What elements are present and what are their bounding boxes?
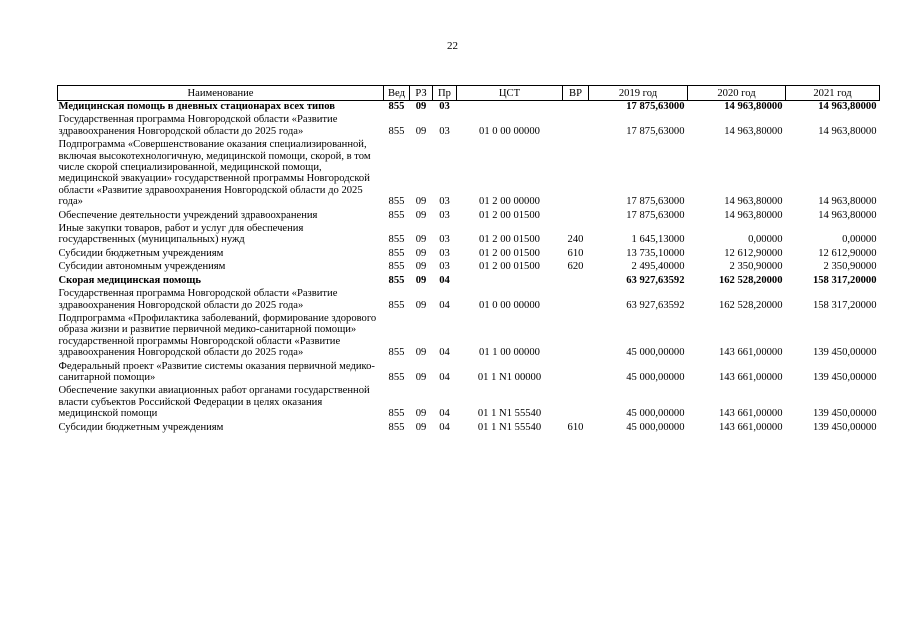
cell-2020: 2 350,90000 [729, 261, 783, 273]
cell-2021: 14 963,80000 [818, 125, 877, 137]
cell-ved: 855 [388, 421, 405, 433]
cell-pr: 04 [439, 408, 450, 420]
cell-vr [563, 311, 589, 359]
cell-ved: 855 [388, 234, 405, 246]
table-row [58, 246, 880, 259]
cell-2020: 162 528,20000 [718, 274, 783, 286]
col-header-2021: 2021 год [786, 86, 880, 101]
cell-name: Государственная программа Новгородской области «Развитие здравоохранения Новгородской области до 2025 года» [58, 288, 338, 311]
cell-name: Субсидии автономным учреждениям [58, 261, 226, 273]
cell-2020: 12 612,90000 [724, 247, 783, 259]
cell-rz: 09 [415, 101, 427, 112]
cell-2020: 143 661,00000 [718, 371, 783, 383]
cell-2021: 14 963,80000 [818, 209, 877, 221]
cell-pr: 04 [439, 347, 450, 359]
cell-rz: 09 [415, 274, 427, 286]
section-row [58, 101, 880, 113]
cell-2020: 14 963,80000 [724, 125, 783, 137]
cell-2019: 63 927,63592 [626, 274, 685, 286]
cell-cst [457, 273, 563, 286]
cell-rz: 09 [415, 209, 427, 221]
cell-2021: 139 450,00000 [812, 421, 877, 433]
cell-2019: 17 875,63000 [626, 125, 685, 137]
cell-ved: 855 [388, 274, 405, 286]
cell-pr: 04 [439, 299, 450, 311]
cell-ved: 855 [388, 196, 405, 208]
cell-vr [563, 359, 589, 384]
cell-name: Подпрограмма «Профилактика заболеваний, формирование здорового образа жизни и развитие первичной медико-санитарной помощи» государственной программы Новгородской области «Развитие здравоохранения Новгородской области до 2025 года» [58, 312, 377, 359]
table-row [58, 259, 880, 272]
table-row [58, 311, 880, 359]
cell-2020: 0,00000 [748, 234, 783, 246]
cell-2020: 143 661,00000 [718, 408, 783, 420]
cell-ved: 855 [388, 125, 405, 137]
cell-2019: 45 000,00000 [626, 408, 685, 420]
cell-2021: 14 963,80000 [818, 196, 877, 208]
cell-name: Субсидии бюджетным учреждениям [58, 421, 224, 433]
col-header-2019: 2019 год [589, 86, 688, 101]
cell-2020: 14 963,80000 [724, 101, 783, 112]
cell-2019: 13 735,10000 [626, 247, 685, 259]
cell-cst: 01 2 00 01500 [479, 209, 540, 221]
cell-cst: 01 2 00 00000 [479, 196, 540, 208]
cell-rz: 09 [415, 125, 427, 137]
cell-pr: 03 [439, 209, 450, 221]
cell-2019: 45 000,00000 [626, 371, 685, 383]
table-row [58, 420, 880, 433]
cell-vr [563, 286, 589, 311]
cell-name: Обеспечение закупки авиационных работ органами государственной власти субъектов Российской Федерации в целях оказания медицинской помощи [58, 385, 370, 420]
cell-ved: 855 [388, 299, 405, 311]
col-header-name: Наименование [58, 86, 384, 101]
cell-ved: 855 [388, 247, 405, 259]
cell-cst: 01 1 N1 55540 [477, 421, 542, 433]
cell-ved: 855 [388, 101, 405, 112]
cell-rz: 09 [415, 196, 427, 208]
cell-pr: 03 [439, 101, 450, 112]
cell-name: Подпрограмма «Совершенствование оказания специализированной, включая высокотехнологичную, медицинской помощи, скорой, в том числе скорой специализированной, медицинской помощи, медицинской эвакуации» государственной программы Новгородской области «Развитие здравоохранения Новгородской области до 2025 года» [58, 139, 371, 208]
cell-pr: 03 [439, 261, 450, 273]
cell-2020: 143 661,00000 [718, 347, 783, 359]
cell-2021: 139 450,00000 [812, 408, 877, 420]
cell-name: Иные закупки товаров, работ и услуг для обеспечения государственных (муниципальных) нужд [58, 223, 304, 246]
cell-pr: 04 [439, 274, 450, 286]
cell-vr [563, 137, 589, 207]
cell-2021: 158 317,20000 [812, 299, 877, 311]
cell-pr: 03 [439, 247, 450, 259]
cell-ved: 855 [388, 209, 405, 221]
cell-ved: 855 [388, 261, 405, 273]
cell-name: Обеспечение деятельности учреждений здравоохранения [58, 209, 318, 221]
col-header-ved: Вед [384, 86, 410, 101]
col-header-vr: ВР [563, 86, 589, 101]
table-row [58, 286, 880, 311]
page-number: 22 [447, 40, 458, 52]
cell-2020: 162 528,20000 [718, 299, 783, 311]
cell-cst: 01 2 00 01500 [479, 234, 540, 246]
col-header-cst: ЦСТ [457, 86, 563, 101]
cell-rz: 09 [415, 299, 427, 311]
cell-vr [563, 383, 589, 419]
cell-2019: 1 645,13000 [631, 234, 685, 246]
cell-2019: 17 875,63000 [626, 101, 685, 112]
cell-2021: 158 317,20000 [812, 274, 877, 286]
cell-vr [563, 101, 589, 113]
cell-pr: 04 [439, 421, 450, 433]
budget-table [57, 85, 880, 433]
cell-vr: 610 [567, 421, 584, 433]
cell-cst: 01 1 N1 55540 [477, 408, 542, 420]
cell-rz: 09 [415, 247, 427, 259]
table-header [58, 86, 880, 101]
col-header-2020: 2020 год [688, 86, 786, 101]
cell-2019: 63 927,63592 [626, 299, 685, 311]
col-header-rz: РЗ [410, 86, 433, 101]
cell-vr [563, 208, 589, 221]
table-row [58, 359, 880, 384]
cell-2021: 2 350,90000 [823, 261, 877, 273]
cell-name: Государственная программа Новгородской области «Развитие здравоохранения Новгородской области до 2025 года» [58, 114, 338, 137]
table-row [58, 208, 880, 221]
table-row [58, 137, 880, 207]
cell-name: Субсидии бюджетным учреждениям [58, 247, 224, 259]
cell-cst: 01 2 00 01500 [479, 261, 540, 273]
cell-cst: 01 1 00 00000 [479, 347, 540, 359]
cell-pr: 03 [439, 234, 450, 246]
cell-ved: 855 [388, 408, 405, 420]
cell-name: Скорая медицинская помощь [58, 274, 201, 286]
cell-cst: 01 1 N1 00000 [477, 371, 542, 383]
col-header-pr: Пр [433, 86, 457, 101]
table-row [58, 221, 880, 246]
cell-2019: 45 000,00000 [626, 421, 685, 433]
cell-cst: 01 2 00 01500 [479, 247, 540, 259]
table-body [58, 101, 880, 433]
cell-pr: 03 [439, 196, 450, 208]
cell-cst [457, 101, 563, 113]
cell-rz: 09 [415, 371, 427, 383]
cell-rz: 09 [415, 408, 427, 420]
cell-2020: 143 661,00000 [718, 421, 783, 433]
cell-pr: 03 [439, 125, 450, 137]
cell-2021: 139 450,00000 [812, 371, 877, 383]
cell-2021: 0,00000 [842, 234, 877, 246]
cell-name: Медицинская помощь в дневных стационарах всех типов [58, 101, 336, 112]
cell-2021: 139 450,00000 [812, 347, 877, 359]
cell-2019: 17 875,63000 [626, 196, 685, 208]
cell-rz: 09 [415, 234, 427, 246]
cell-rz: 09 [415, 347, 427, 359]
cell-2021: 14 963,80000 [818, 101, 877, 112]
cell-2021: 12 612,90000 [818, 247, 877, 259]
cell-ved: 855 [388, 371, 405, 383]
section-row [58, 273, 880, 286]
cell-vr: 610 [567, 247, 584, 259]
cell-rz: 09 [415, 421, 427, 433]
cell-rz: 09 [415, 261, 427, 273]
cell-2019: 45 000,00000 [626, 347, 685, 359]
cell-2020: 14 963,80000 [724, 196, 783, 208]
cell-cst: 01 0 00 00000 [479, 299, 540, 311]
cell-vr [563, 273, 589, 286]
cell-vr: 240 [567, 234, 584, 246]
cell-pr: 04 [439, 371, 450, 383]
cell-vr [563, 112, 589, 137]
cell-name: Федеральный проект «Развитие системы оказания первичной медико-санитарной помощи» [58, 360, 375, 383]
table-row [58, 383, 880, 419]
cell-2020: 14 963,80000 [724, 209, 783, 221]
cell-2019: 17 875,63000 [626, 209, 685, 221]
cell-cst: 01 0 00 00000 [479, 125, 540, 137]
cell-ved: 855 [388, 347, 405, 359]
cell-2019: 2 495,40000 [631, 261, 685, 273]
cell-vr: 620 [567, 261, 584, 273]
table-row [58, 112, 880, 137]
